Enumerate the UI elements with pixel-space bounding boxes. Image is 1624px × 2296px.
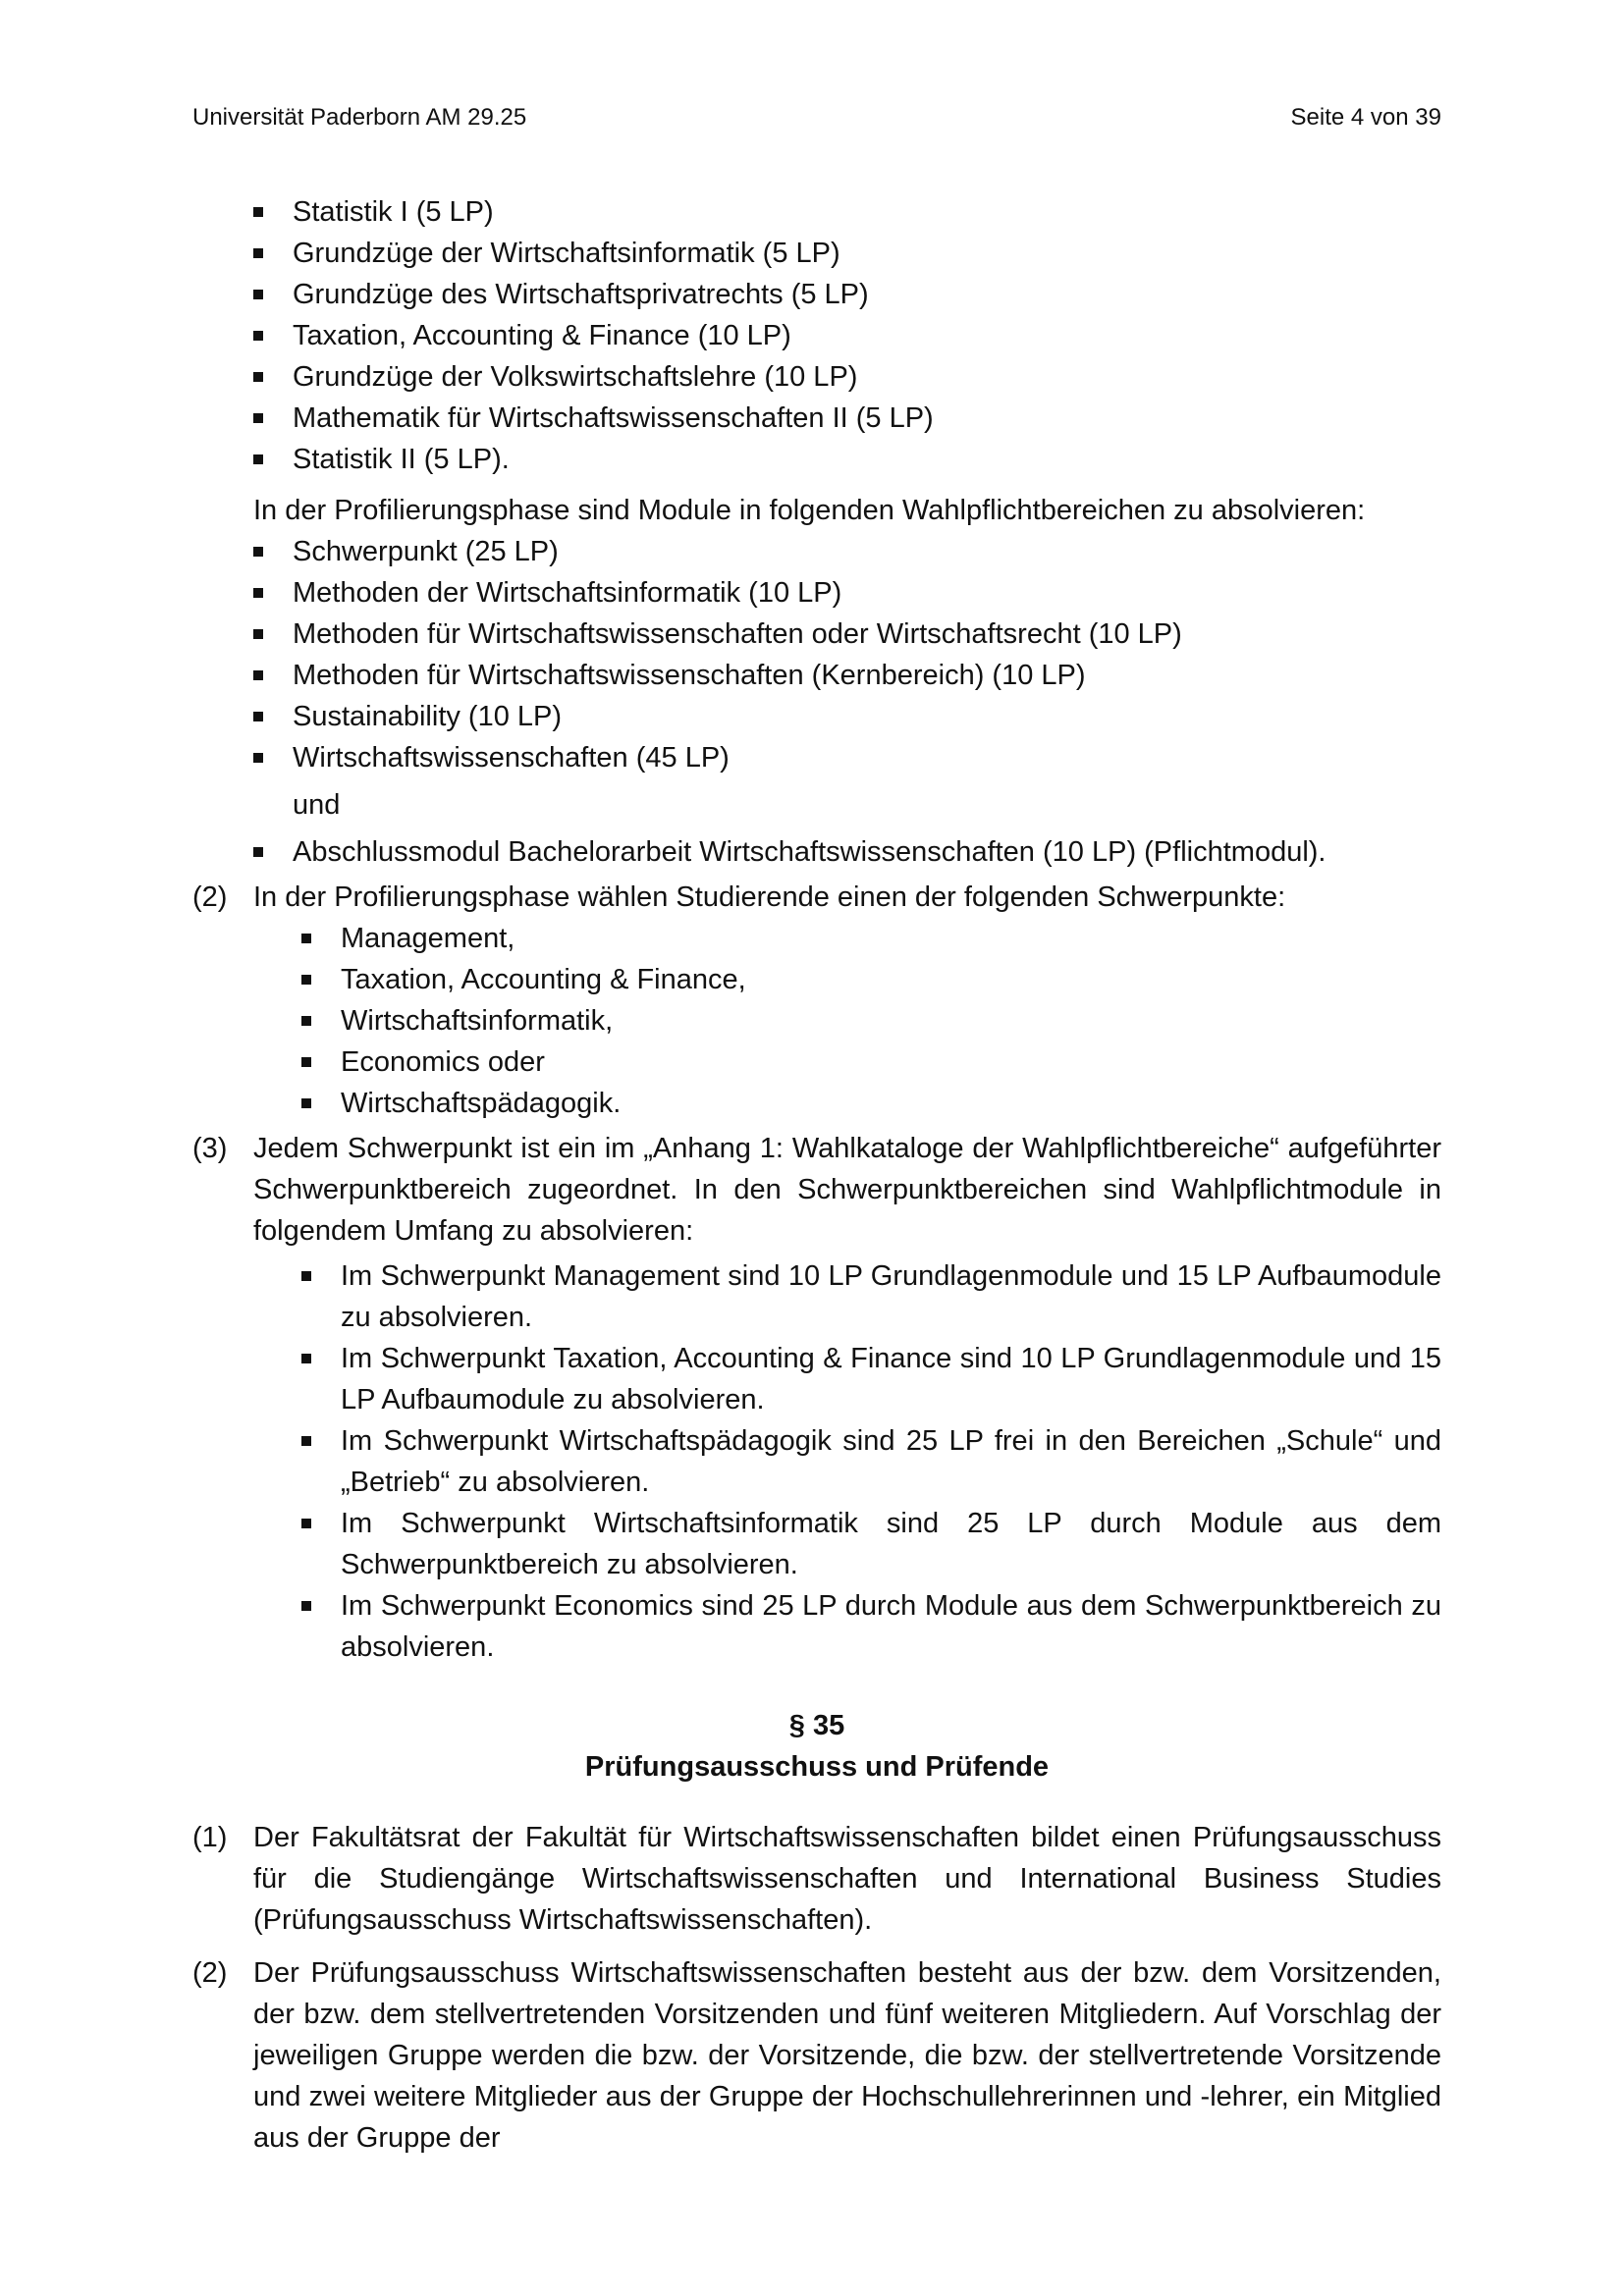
list-item: Im Schwerpunkt Economics sind 25 LP durch Module aus dem Schwerpunktbereich zu absolvieren. (341, 1585, 1441, 1668)
list-item: Grundzüge der Wirtschaftsinformatik (5 LP) (293, 233, 1441, 274)
paragraph-text: Der Fakultätsrat der Fakultät für Wirtschaftswissenschaften bildet einen Prüfungsausschuss für die Studiengänge Wirtschaftswissenschaften und International Business Studies (Prüfungsausschuss Wirtschaftswissenschaften). (253, 1822, 1441, 1936)
paragraph-3 (192, 1128, 1441, 1252)
final-module-list (293, 831, 1441, 873)
profil-intro: In der Profilierungsphase sind Module in folgenden Wahlpflichtbereichen zu absolvieren: (253, 495, 1366, 526)
paragraph-2 (192, 877, 1441, 918)
paragraph-number: (2) (192, 1957, 228, 1989)
list-item: Im Schwerpunkt Management sind 10 LP Grundlagenmodule und 15 LP Aufbaumodule zu absolvieren. (341, 1255, 1441, 1338)
section-title: Prüfungsausschuss und Prüfende (584, 1751, 1050, 1783)
list-item: Grundzüge der Volkswirtschaftslehre (10 LP) (293, 356, 1441, 398)
list-item: Sustainability (10 LP) (293, 696, 1441, 737)
list-item: Abschlussmodul Bachelorarbeit Wirtschaftswissenschaften (10 LP) (Pflichtmodul). (293, 831, 1441, 873)
paragraph-number: (2) (192, 881, 228, 913)
list-item: Methoden der Wirtschaftsinformatik (10 LP) (293, 572, 1441, 614)
list-item: Methoden für Wirtschaftswissenschaften oder Wirtschaftsrecht (10 LP) (293, 614, 1441, 655)
list-item: Wirtschaftsinformatik, (341, 1000, 1441, 1041)
paragraph-text: In der Profilierungsphase wählen Studierende einen der folgenden Schwerpunkte: (253, 881, 1286, 913)
s35-paragraph-1 (192, 1817, 1441, 1941)
list-item: Methoden für Wirtschaftswissenschaften (Kernbereich) (10 LP) (293, 655, 1441, 696)
page-header (192, 102, 1441, 133)
paragraph-text: Der Prüfungsausschuss Wirtschaftswissenschaften besteht aus der bzw. dem Vorsitzenden, der bzw. dem stellvertretenden Vorsitzenden und fünf weiteren Mitgliedern. Auf Vorschlag der jeweiligen Gruppe werden die bzw. der Vorsitzende, die bzw. der stellvertretende Vorsitzende und zwei weitere Mitglieder aus der Gruppe der Hochschullehrerinnen und -lehrer, ein Mitglied aus der Gruppe der (253, 1957, 1441, 2154)
list-item: Im Schwerpunkt Wirtschaftspädagogik sind 25 LP frei in den Bereichen „Schule“ und „Betrieb“ zu absolvieren. (341, 1420, 1441, 1503)
paragraph-number: (3) (192, 1133, 228, 1164)
conjunction-und: und (293, 789, 341, 821)
list-item: Statistik I (5 LP) (293, 191, 1441, 233)
basic-modules-list (293, 191, 1441, 480)
list-item: Taxation, Accounting & Finance, (341, 959, 1441, 1000)
list-item: Mathematik für Wirtschaftswissenschaften II (5 LP) (293, 398, 1441, 439)
focus-requirements-list (341, 1255, 1441, 1668)
list-item: Im Schwerpunkt Wirtschaftsinformatik sind 25 LP durch Module aus dem Schwerpunktbereich zu absolvieren. (341, 1503, 1441, 1585)
focus-areas-list (341, 918, 1441, 1124)
list-item: Wirtschaftspädagogik. (341, 1083, 1441, 1124)
section-heading (192, 1705, 1441, 1788)
s35-paragraph-2 (192, 1952, 1441, 2159)
list-item: Wirtschaftswissenschaften (45 LP) (293, 737, 1441, 778)
paragraph-text: Jedem Schwerpunkt ist ein im „Anhang 1: Wahlkataloge der Wahlpflichtbereiche“ aufgeführter Schwerpunktbereich zugeordnet. In den Schwerpunktbereichen sind Wahlpflichtmodule in folgendem Umfang zu absolvieren: (253, 1133, 1441, 1247)
paragraph-number: (1) (192, 1822, 228, 1853)
list-item: Management, (341, 918, 1441, 959)
profil-areas-list (293, 531, 1441, 778)
list-item: Schwerpunkt (25 LP) (293, 531, 1441, 572)
list-item: Economics oder (341, 1041, 1441, 1083)
header-page-number: Seite 4 von 39 (1290, 104, 1441, 131)
list-item: Grundzüge des Wirtschaftsprivatrechts (5 LP) (293, 274, 1441, 315)
section-number: § 35 (788, 1710, 845, 1741)
document-body (192, 191, 1441, 2159)
list-item: Statistik II (5 LP). (293, 439, 1441, 480)
header-document-ref: Universität Paderborn AM 29.25 (192, 104, 527, 131)
list-item: Im Schwerpunkt Taxation, Accounting & Finance sind 10 LP Grundlagenmodule und 15 LP Aufbaumodule zu absolvieren. (341, 1338, 1441, 1420)
list-item: Taxation, Accounting & Finance (10 LP) (293, 315, 1441, 356)
